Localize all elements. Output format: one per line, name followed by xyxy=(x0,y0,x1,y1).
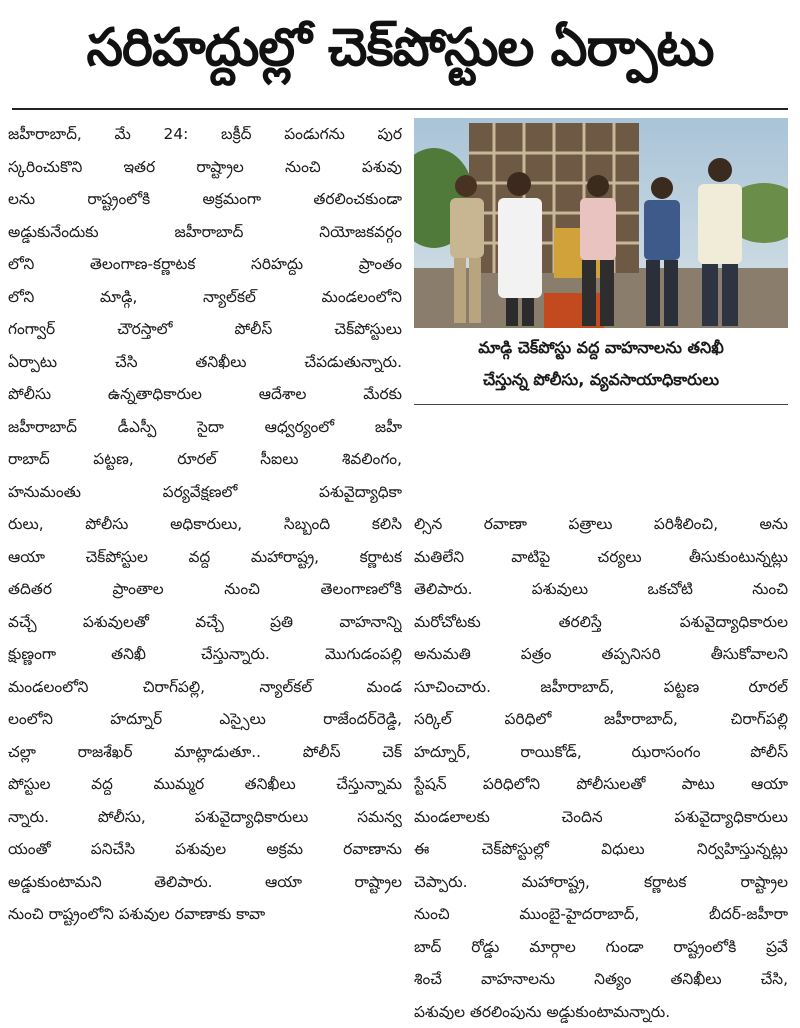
article-line: మతిలేని వాటిపై చర్యలు తీసుకుంటున్నట్లు xyxy=(414,541,788,574)
article-line: మండలంలోని చిరాగ్‌పల్లి, న్యాల్‌కల్ మండ xyxy=(8,671,402,704)
article-line: హద్నూర్, రాయికోడ్, ఝరాసంగం పోలీస్ xyxy=(414,736,788,769)
article-line: నుంచి ముంబై-హైదరాబాద్, బీదర్-జహీరా xyxy=(414,898,788,931)
article-line: శించే వాహనాలను నిత్యం తనిఖీలు చేసి, xyxy=(414,963,788,996)
article-line: జహీరాబాద్, మే 24: బక్రీద్ పండుగను పుర xyxy=(8,118,402,151)
article-line: గంగ్వార్ చౌరస్తాలో పోలీస్ చెక్‌పోస్టులు xyxy=(8,313,402,346)
article-line: అడ్డుకునేందుకు జహీరాబాద్ నియోజకవర్గం xyxy=(8,216,402,249)
article-line: అడ్డుకుంటామని తెలిపారు. ఆయా రాష్ట్రాల xyxy=(8,866,402,899)
article-line: స్టేషన్ పరిధిలోని పోలీసులతో పాటు ఆయా xyxy=(414,768,788,801)
article-line: మరోచోటకు తరలిస్తే పశువైద్యాధికారుల xyxy=(414,606,788,639)
article-line: వచ్చే పశువులతో వచ్చే ప్రతి వాహనాన్ని xyxy=(8,606,402,639)
article-line: లోని తెలంగాణ-కర్ణాటక సరిహద్దు ప్రాంతం xyxy=(8,248,402,281)
photo-caption xyxy=(414,332,788,402)
article-line: జహీరాబాద్ డీఎస్పీ సైదా ఆధ్వర్యంలో జహీ xyxy=(8,411,402,444)
article-line: ఆయా చెక్‌పోస్టుల వద్ద మహారాష్ట్ర, కర్ణాటక xyxy=(8,541,402,574)
article-line: న్నారు. పోలీసు, పశువైద్యాధికారులు సమన్వ xyxy=(8,801,402,834)
article-line: బాద్ రోడ్డు మార్గాల గుండా రాష్ట్రంలోకి ప్రవే xyxy=(414,931,788,964)
article-line: లోని మాడ్గి, న్యాల్‌కల్ మండలంలోని xyxy=(8,281,402,314)
article-line: నుంచి రాష్ట్రంలోని పశువుల రవాణాకు కావా xyxy=(8,898,402,931)
article-line: ఈ చెక్‌పోస్టుల్లో విధులు నిర్వహిస్తున్నట్లు xyxy=(414,833,788,866)
article-line: లను రాష్ట్రంలోకి అక్రమంగా తరలించకుండా xyxy=(8,183,402,216)
article-line: తదితర ప్రాంతాల నుంచి తెలంగాణలోకి xyxy=(8,573,402,606)
article-line: సూచించారు. జహీరాబాద్, పట్టణ రూరల్ xyxy=(414,671,788,704)
article-line: మండలాలకు చెందిన పశువైద్యాధికారులు xyxy=(414,801,788,834)
article-left-column xyxy=(8,118,402,931)
caption-rule xyxy=(414,404,788,405)
article-line: పోలీసు ఉన్నతాధికారుల ఆదేశాల మేరకు xyxy=(8,378,402,411)
article-line: సర్కిల్ పరిధిలో జహీరాబాద్, చిరాగ్‌పల్లి xyxy=(414,703,788,736)
article-line: లంలోని హద్నూర్ ఎస్సైలు రాజేందర్‌రెడ్డి, xyxy=(8,703,402,736)
article-line: రాబాద్ పట్టణ, రూరల్ సీఐలు శివలింగం, xyxy=(8,443,402,476)
article-line: పోస్టుల వద్ద ముమ్మర తనిఖీలు చేస్తున్నామ xyxy=(8,768,402,801)
article-line: ల్సిన రవాణా పత్రాలు పరిశీలించి, అను xyxy=(414,508,788,541)
photo-caption-line1: మాడ్గి చెక్‌పోస్టు వద్ద వాహనాలను తనిఖీ xyxy=(414,332,788,364)
article-line: చల్లా రాజశేఖర్ మాట్లాడుతూ.. పోలీస్ చెక్ xyxy=(8,736,402,769)
article-line: అనుమతి పత్రం తప్పనిసరి తీసుకోవాలని xyxy=(414,638,788,671)
article-line: క్షుణ్ణంగా తనిఖీ చేస్తున్నారు. మొగుడంపల్లి xyxy=(8,638,402,671)
article-line: చెప్పారు. మహారాష్ట్ర, కర్ణాటక రాష్ట్రాల xyxy=(414,866,788,899)
article-line: హనుమంతు పర్యవేక్షణలో పశువైద్యాధికా xyxy=(8,476,402,509)
article-line: ఏర్పాటు చేసి తనిఖీలు చేపడుతున్నారు. xyxy=(8,346,402,379)
article-right-column xyxy=(414,508,788,1028)
headline-rule xyxy=(12,108,788,110)
photo-caption-line2: చేస్తున్న పోలీసు, వ్యవసాయాధికారులు xyxy=(414,364,788,396)
article-line: తెలిపారు. పశువులు ఒకచోటి నుంచి xyxy=(414,573,788,606)
news-photo xyxy=(414,118,788,328)
headline: సరిహద్దుల్లో చెక్‌పోస్టుల ఏర్పాటు xyxy=(0,0,800,108)
article-line: రులు, పోలీసు అధికారులు, సిబ్బంది కలిసి xyxy=(8,508,402,541)
article-line: స్కరించుకొని ఇతర రాష్ట్రాల నుంచి పశువు xyxy=(8,151,402,184)
news-photo-illustration xyxy=(414,118,788,328)
article-line: యంతో పనిచేసి పశువుల అక్రమ రవాణాను xyxy=(8,833,402,866)
article-line: పశువుల తరలింపును అడ్డుకుంటామన్నారు. xyxy=(414,996,788,1028)
